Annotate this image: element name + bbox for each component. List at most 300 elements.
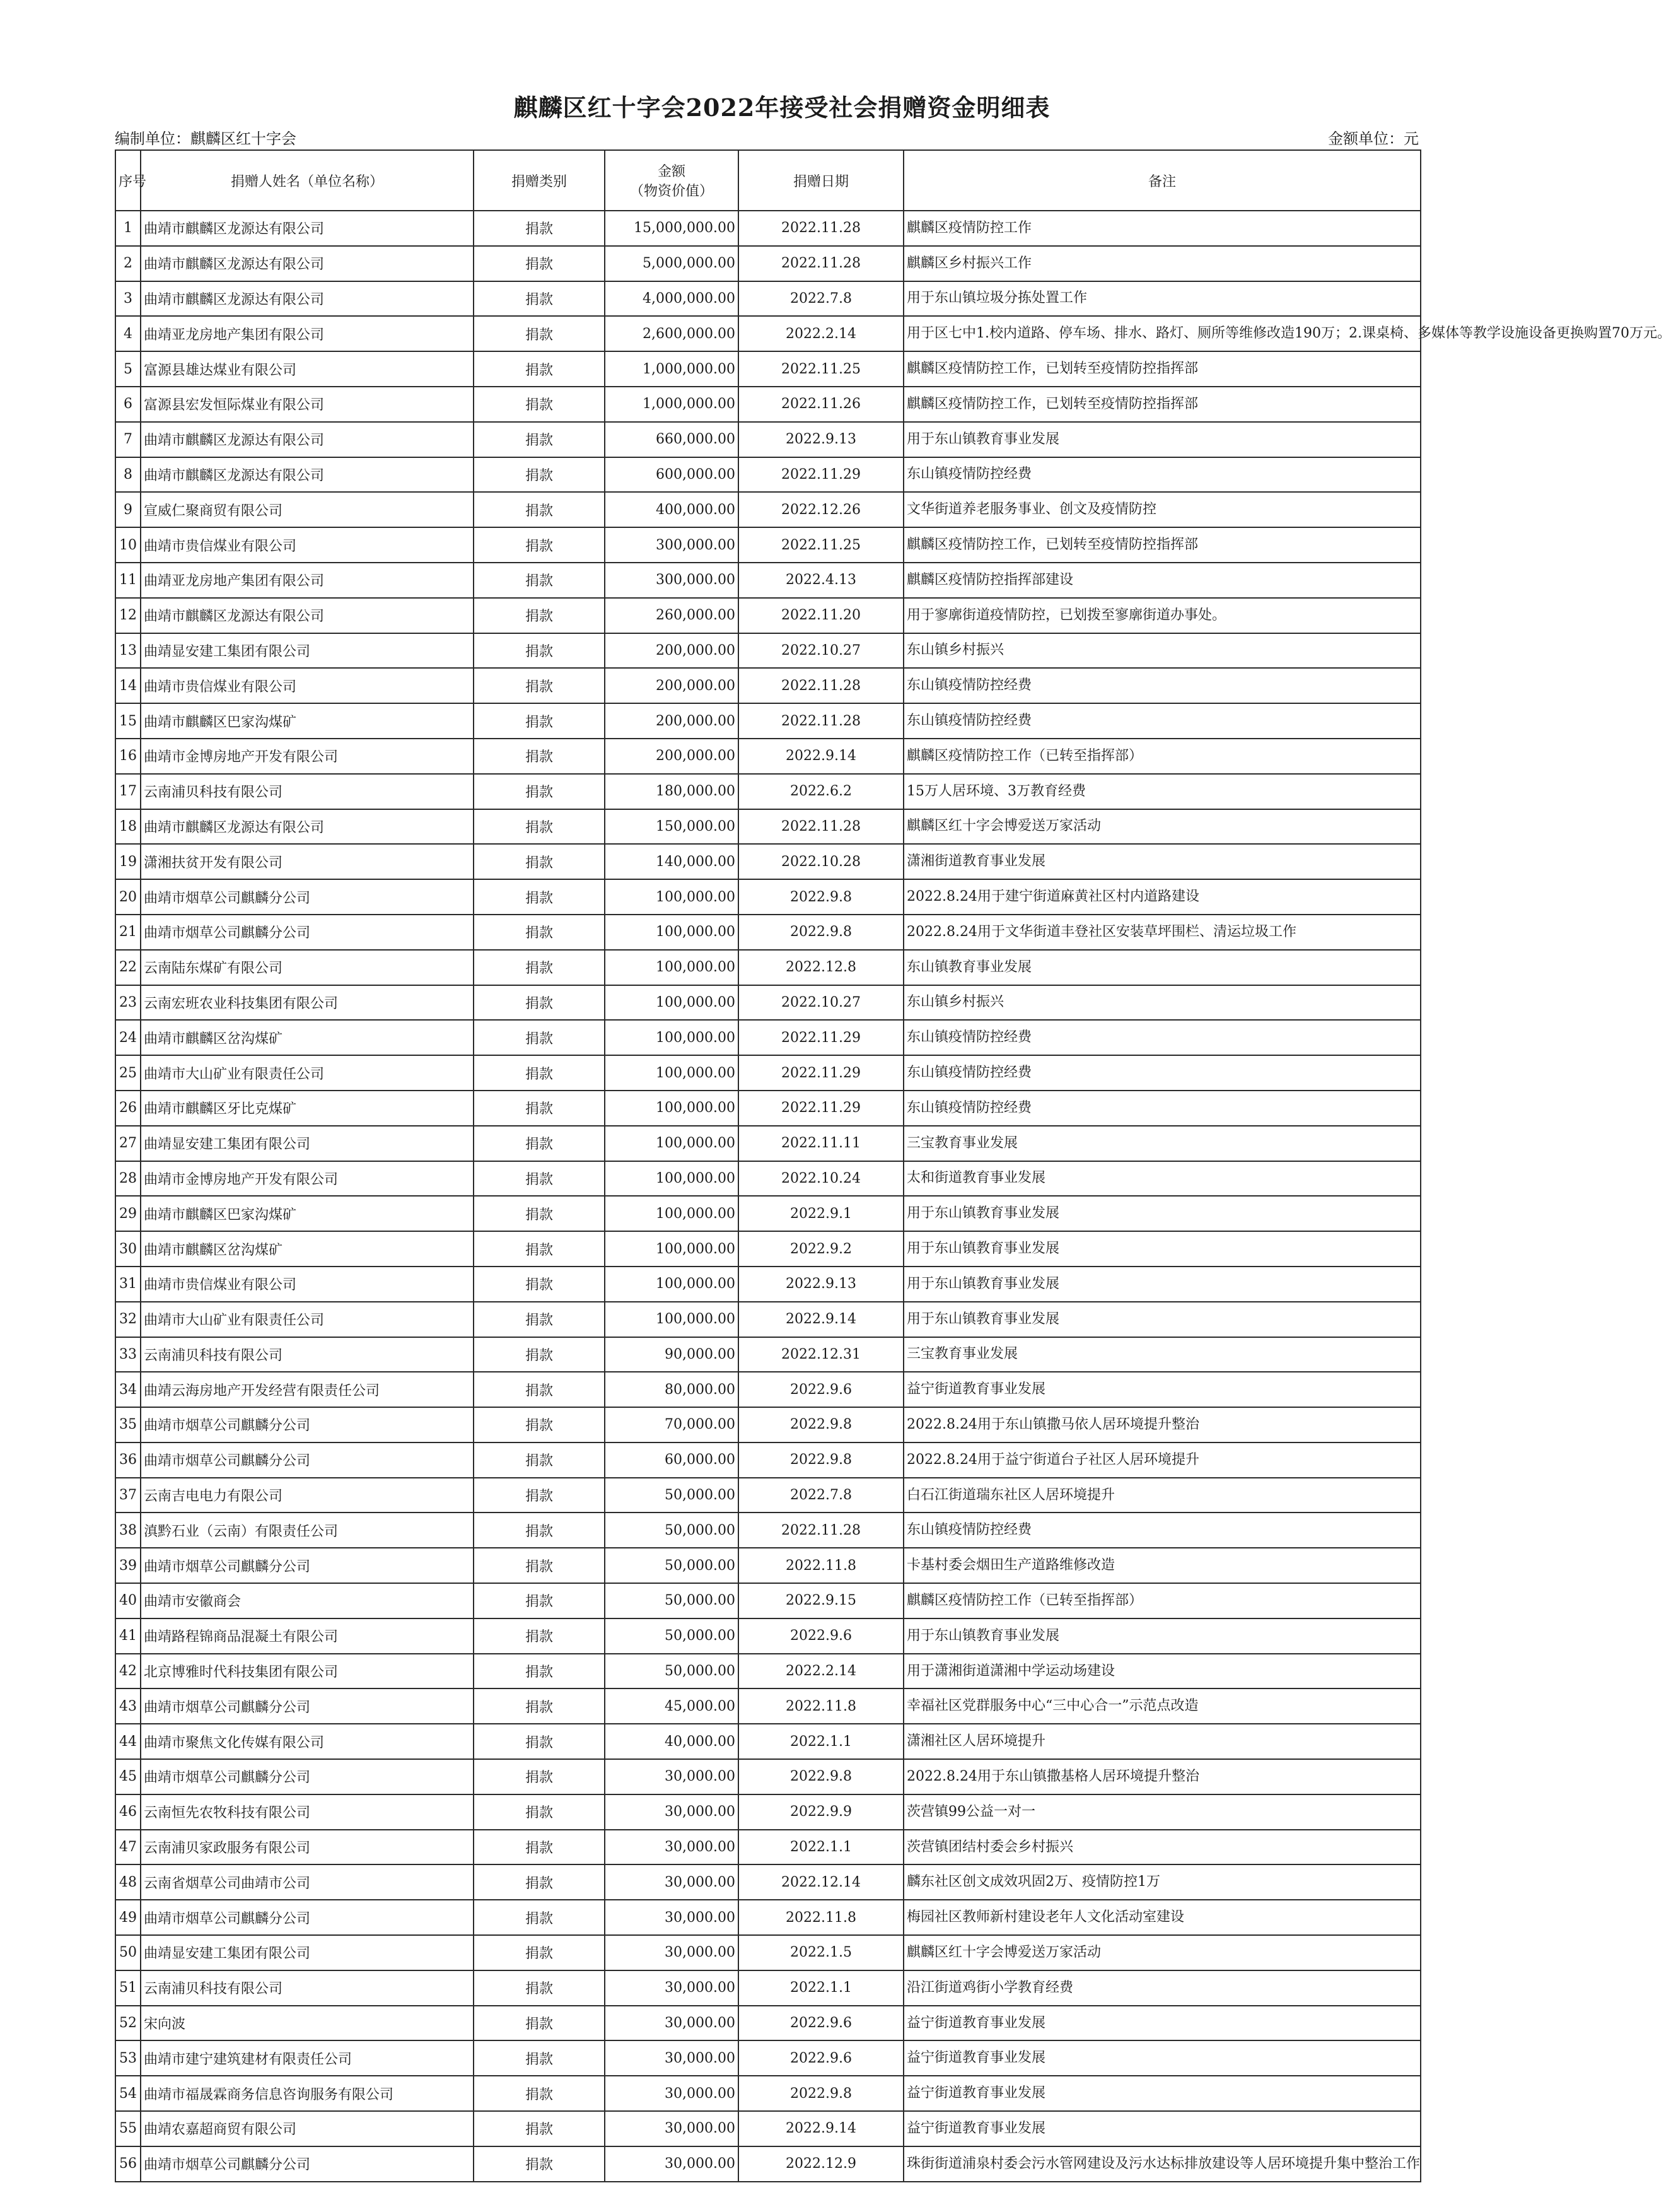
cell-index: 35 xyxy=(115,1407,141,1442)
table-row xyxy=(115,1935,1421,1970)
cell-amount: 30,000.00 xyxy=(605,1970,738,2006)
cell-donor-name: 曲靖市麒麟区岔沟煤矿 xyxy=(141,1231,474,1267)
cell-note: 麒麟区红十字会博爱送万家活动 xyxy=(904,1935,1421,1970)
cell-donor-name: 曲靖市烟草公司麒麟分公司 xyxy=(141,1759,474,1794)
cell-amount: 50,000.00 xyxy=(605,1548,738,1583)
table-row xyxy=(115,809,1421,845)
cell-date: 2022.9.8 xyxy=(738,2076,904,2111)
table-row xyxy=(115,527,1421,563)
cell-index: 5 xyxy=(115,351,141,387)
table-row xyxy=(115,2146,1421,2182)
cell-amount: 90,000.00 xyxy=(605,1337,738,1372)
cell-index: 48 xyxy=(115,1864,141,1900)
cell-note: 东山镇疫情防控经费 xyxy=(904,668,1421,703)
cell-donor-name: 曲靖市麒麟区岔沟煤矿 xyxy=(141,1020,474,1055)
header-note: 备注 xyxy=(904,150,1421,211)
cell-date: 2022.11.29 xyxy=(738,1020,904,1055)
cell-index: 22 xyxy=(115,950,141,985)
cell-note: 东山镇教育事业发展 xyxy=(904,950,1421,985)
cell-index: 13 xyxy=(115,633,141,669)
table-row xyxy=(115,1583,1421,1618)
cell-note: 用于东山镇教育事业发展 xyxy=(904,1196,1421,1231)
cell-date: 2022.11.28 xyxy=(738,211,904,246)
cell-donor-name: 曲靖市麒麟区龙源达有限公司 xyxy=(141,809,474,845)
cell-donor-name: 曲靖市建宁建筑建材有限责任公司 xyxy=(141,2040,474,2076)
cell-date: 2022.12.26 xyxy=(738,492,904,527)
cell-index: 27 xyxy=(115,1126,141,1161)
cell-donor-name: 曲靖市安徽商会 xyxy=(141,1583,474,1618)
cell-date: 2022.9.14 xyxy=(738,739,904,774)
table-row xyxy=(115,985,1421,1021)
cell-donation-type: 捐款 xyxy=(474,1231,605,1267)
cell-amount: 100,000.00 xyxy=(605,915,738,950)
cell-date: 2022.11.8 xyxy=(738,1688,904,1724)
cell-donor-name: 曲靖显安建工集团有限公司 xyxy=(141,633,474,669)
cell-note: 2022.8.24用于东山镇撒马依人居环境提升整治 xyxy=(904,1407,1421,1442)
cell-date: 2022.1.1 xyxy=(738,1830,904,1865)
cell-donor-name: 曲靖市大山矿业有限责任公司 xyxy=(141,1055,474,1091)
cell-donation-type: 捐款 xyxy=(474,1654,605,1689)
cell-donation-type: 捐款 xyxy=(474,774,605,809)
cell-index: 50 xyxy=(115,1935,141,1970)
cell-date: 2022.2.14 xyxy=(738,316,904,351)
table-row xyxy=(115,1091,1421,1126)
table-row xyxy=(115,2076,1421,2111)
cell-amount: 80,000.00 xyxy=(605,1372,738,1407)
table-row xyxy=(115,879,1421,915)
cell-note: 用于东山镇教育事业发展 xyxy=(904,1302,1421,1337)
cell-note: 梅园社区教师新村建设老年人文化活动室建设 xyxy=(904,1900,1421,1935)
cell-note: 用于潇湘街道潇湘中学运动场建设 xyxy=(904,1654,1421,1689)
cell-index: 16 xyxy=(115,739,141,774)
cell-note: 潇湘社区人居环境提升 xyxy=(904,1724,1421,1759)
cell-date: 2022.11.29 xyxy=(738,457,904,493)
cell-note: 潇湘街道教育事业发展 xyxy=(904,844,1421,879)
cell-note: 三宝教育事业发展 xyxy=(904,1337,1421,1372)
cell-donor-name: 曲靖市麒麟区巴家沟煤矿 xyxy=(141,1196,474,1231)
cell-date: 2022.9.14 xyxy=(738,1302,904,1337)
cell-index: 7 xyxy=(115,422,141,457)
table-row xyxy=(115,1513,1421,1548)
cell-index: 21 xyxy=(115,915,141,950)
cell-date: 2022.11.20 xyxy=(738,598,904,633)
table-row xyxy=(115,457,1421,493)
cell-note: 东山镇疫情防控经费 xyxy=(904,457,1421,493)
table-row xyxy=(115,316,1421,351)
cell-date: 2022.11.29 xyxy=(738,1055,904,1091)
cell-donation-type: 捐款 xyxy=(474,1724,605,1759)
table-row xyxy=(115,492,1421,527)
cell-index: 52 xyxy=(115,2006,141,2041)
cell-date: 2022.11.25 xyxy=(738,351,904,387)
cell-amount: 600,000.00 xyxy=(605,457,738,493)
cell-donor-name: 曲靖亚龙房地产集团有限公司 xyxy=(141,563,474,598)
cell-note: 用于东山镇垃圾分拣处置工作 xyxy=(904,281,1421,317)
cell-donor-name: 云南省烟草公司曲靖市公司 xyxy=(141,1864,474,1900)
cell-index: 20 xyxy=(115,879,141,915)
cell-amount: 100,000.00 xyxy=(605,1020,738,1055)
table-row xyxy=(115,1407,1421,1442)
cell-date: 2022.9.6 xyxy=(738,1618,904,1654)
cell-donor-name: 曲靖市聚焦文化传媒有限公司 xyxy=(141,1724,474,1759)
cell-index: 38 xyxy=(115,1513,141,1548)
cell-donation-type: 捐款 xyxy=(474,1759,605,1794)
cell-donation-type: 捐款 xyxy=(474,563,605,598)
cell-donation-type: 捐款 xyxy=(474,1302,605,1337)
cell-amount: 5,000,000.00 xyxy=(605,246,738,281)
cell-amount: 1,000,000.00 xyxy=(605,387,738,422)
table-row xyxy=(115,422,1421,457)
cell-index: 2 xyxy=(115,246,141,281)
cell-index: 47 xyxy=(115,1830,141,1865)
table-row xyxy=(115,1302,1421,1337)
cell-donor-name: 曲靖市烟草公司麒麟分公司 xyxy=(141,1900,474,1935)
cell-donation-type: 捐款 xyxy=(474,2111,605,2146)
cell-index: 15 xyxy=(115,703,141,739)
cell-amount: 30,000.00 xyxy=(605,1935,738,1970)
table-row xyxy=(115,1478,1421,1513)
cell-index: 3 xyxy=(115,281,141,317)
cell-donation-type: 捐款 xyxy=(474,985,605,1021)
cell-donor-name: 曲靖市麒麟区巴家沟煤矿 xyxy=(141,703,474,739)
table-row xyxy=(115,1548,1421,1583)
cell-note: 东山镇疫情防控经费 xyxy=(904,703,1421,739)
cell-note: 麒麟区疫情防控工作（已转至指挥部） xyxy=(904,739,1421,774)
cell-index: 30 xyxy=(115,1231,141,1267)
cell-note: 茨营镇团结村委会乡村振兴 xyxy=(904,1830,1421,1865)
cell-donor-name: 曲靖市烟草公司麒麟分公司 xyxy=(141,879,474,915)
cell-donor-name: 曲靖市大山矿业有限责任公司 xyxy=(141,1302,474,1337)
cell-donor-name: 曲靖市麒麟区龙源达有限公司 xyxy=(141,281,474,317)
cell-date: 2022.11.11 xyxy=(738,1126,904,1161)
cell-amount: 30,000.00 xyxy=(605,1830,738,1865)
cell-amount: 30,000.00 xyxy=(605,1794,738,1830)
cell-amount: 30,000.00 xyxy=(605,2146,738,2182)
cell-donation-type: 捐款 xyxy=(474,422,605,457)
cell-donor-name: 滇黔石业（云南）有限责任公司 xyxy=(141,1513,474,1548)
amount-unit: 金额单位：元 xyxy=(1328,130,1419,148)
cell-donor-name: 曲靖市烟草公司麒麟分公司 xyxy=(141,1688,474,1724)
cell-date: 2022.9.2 xyxy=(738,1231,904,1267)
cell-index: 53 xyxy=(115,2040,141,2076)
cell-date: 2022.9.15 xyxy=(738,1583,904,1618)
document-title: 麒麟区红十字会2022年接受社会捐赠资金明细表 xyxy=(513,93,1051,122)
table-row xyxy=(115,1161,1421,1197)
table-row xyxy=(115,844,1421,879)
cell-note: 麒麟区疫情防控工作，已划转至疫情防控指挥部 xyxy=(904,351,1421,387)
header-donation-type: 捐赠类别 xyxy=(474,150,605,211)
cell-note: 2022.8.24用于文华街道丰登社区安装草坪围栏、清运垃圾工作 xyxy=(904,915,1421,950)
cell-index: 39 xyxy=(115,1548,141,1583)
cell-amount: 100,000.00 xyxy=(605,950,738,985)
cell-donation-type: 捐款 xyxy=(474,1548,605,1583)
table-body xyxy=(115,211,1671,2182)
cell-donation-type: 捐款 xyxy=(474,950,605,985)
cell-donor-name: 曲靖市麒麟区龙源达有限公司 xyxy=(141,457,474,493)
cell-index: 33 xyxy=(115,1337,141,1372)
cell-date: 2022.12.14 xyxy=(738,1864,904,1900)
cell-note: 卡基村委会烟田生产道路维修改造 xyxy=(904,1548,1421,1583)
cell-amount: 150,000.00 xyxy=(605,809,738,845)
cell-index: 24 xyxy=(115,1020,141,1055)
cell-date: 2022.11.28 xyxy=(738,703,904,739)
cell-index: 19 xyxy=(115,844,141,879)
cell-donor-name: 曲靖农嘉超商贸有限公司 xyxy=(141,2111,474,2146)
cell-index: 1 xyxy=(115,211,141,246)
cell-date: 2022.10.24 xyxy=(738,1161,904,1197)
table-row xyxy=(115,1196,1421,1231)
cell-amount: 4,000,000.00 xyxy=(605,281,738,317)
cell-donation-type: 捐款 xyxy=(474,1935,605,1970)
cell-donation-type: 捐款 xyxy=(474,2006,605,2041)
cell-amount: 50,000.00 xyxy=(605,1513,738,1548)
cell-donation-type: 捐款 xyxy=(474,527,605,563)
cell-note: 东山镇疫情防控经费 xyxy=(904,1513,1421,1548)
cell-index: 28 xyxy=(115,1161,141,1197)
cell-donor-name: 潇湘扶贫开发有限公司 xyxy=(141,844,474,879)
cell-donor-name: 曲靖亚龙房地产集团有限公司 xyxy=(141,316,474,351)
cell-donation-type: 捐款 xyxy=(474,2040,605,2076)
cell-note: 麟东社区创文成效巩固2万、疫情防控1万 xyxy=(904,1864,1421,1900)
cell-donation-type: 捐款 xyxy=(474,809,605,845)
cell-date: 2022.1.5 xyxy=(738,1935,904,1970)
cell-donation-type: 捐款 xyxy=(474,1337,605,1372)
cell-amount: 100,000.00 xyxy=(605,879,738,915)
cell-amount: 30,000.00 xyxy=(605,2006,738,2041)
table-row xyxy=(115,915,1421,950)
cell-note: 用于东山镇教育事业发展 xyxy=(904,1267,1421,1302)
table-row xyxy=(115,2111,1421,2146)
table-row xyxy=(115,387,1421,422)
cell-index: 17 xyxy=(115,774,141,809)
cell-amount: 100,000.00 xyxy=(605,1196,738,1231)
cell-donation-type: 捐款 xyxy=(474,492,605,527)
table-row xyxy=(115,739,1421,774)
cell-amount: 300,000.00 xyxy=(605,563,738,598)
cell-donor-name: 曲靖市麒麟区龙源达有限公司 xyxy=(141,598,474,633)
table-row xyxy=(115,2040,1421,2076)
cell-donor-name: 曲靖市烟草公司麒麟分公司 xyxy=(141,1407,474,1442)
cell-donation-type: 捐款 xyxy=(474,1583,605,1618)
cell-donation-type: 捐款 xyxy=(474,387,605,422)
cell-donor-name: 云南陆东煤矿有限公司 xyxy=(141,950,474,985)
cell-note: 用于东山镇教育事业发展 xyxy=(904,1618,1421,1654)
cell-note: 东山镇疫情防控经费 xyxy=(904,1055,1421,1091)
cell-amount: 100,000.00 xyxy=(605,1161,738,1197)
cell-amount: 100,000.00 xyxy=(605,1231,738,1267)
cell-amount: 100,000.00 xyxy=(605,1126,738,1161)
cell-date: 2022.11.26 xyxy=(738,387,904,422)
cell-donation-type: 捐款 xyxy=(474,316,605,351)
cell-amount: 100,000.00 xyxy=(605,1055,738,1091)
cell-index: 8 xyxy=(115,457,141,493)
cell-note: 东山镇疫情防控经费 xyxy=(904,1091,1421,1126)
cell-donation-type: 捐款 xyxy=(474,1442,605,1478)
cell-donor-name: 云南浦贝科技有限公司 xyxy=(141,1337,474,1372)
cell-note: 益宁街道教育事业发展 xyxy=(904,1372,1421,1407)
cell-note: 2022.8.24用于益宁街道台子社区人居环境提升 xyxy=(904,1442,1421,1478)
cell-amount: 100,000.00 xyxy=(605,1091,738,1126)
cell-amount: 100,000.00 xyxy=(605,1267,738,1302)
cell-amount: 45,000.00 xyxy=(605,1688,738,1724)
cell-amount: 60,000.00 xyxy=(605,1442,738,1478)
cell-date: 2022.9.1 xyxy=(738,1196,904,1231)
table-row xyxy=(115,2006,1421,2041)
cell-date: 2022.7.8 xyxy=(738,281,904,317)
cell-date: 2022.9.13 xyxy=(738,1267,904,1302)
table-row xyxy=(115,1654,1421,1689)
cell-note: 麒麟区疫情防控工作（已转至指挥部） xyxy=(904,1583,1421,1618)
cell-donor-name: 曲靖显安建工集团有限公司 xyxy=(141,1935,474,1970)
cell-donation-type: 捐款 xyxy=(474,844,605,879)
cell-donation-type: 捐款 xyxy=(474,739,605,774)
cell-note: 沿江街道鸡街小学教育经费 xyxy=(904,1970,1421,2006)
cell-amount: 200,000.00 xyxy=(605,633,738,669)
table-row xyxy=(115,1970,1421,2006)
cell-amount: 200,000.00 xyxy=(605,703,738,739)
cell-index: 46 xyxy=(115,1794,141,1830)
table-row xyxy=(115,1020,1421,1055)
cell-amount: 30,000.00 xyxy=(605,1900,738,1935)
cell-donor-name: 曲靖市贵信煤业有限公司 xyxy=(141,668,474,703)
cell-note: 益宁街道教育事业发展 xyxy=(904,2006,1421,2041)
cell-donation-type: 捐款 xyxy=(474,598,605,633)
cell-donor-name: 曲靖市烟草公司麒麟分公司 xyxy=(141,915,474,950)
cell-donation-type: 捐款 xyxy=(474,457,605,493)
cell-donor-name: 云南宏班农业科技集团有限公司 xyxy=(141,985,474,1021)
cell-note: 用于区七中1.校内道路、停车场、排水、路灯、厕所等维修改造190万；2.课桌椅、多媒体等教学设施设备更换购置70万元。 xyxy=(904,316,1421,351)
cell-note: 益宁街道教育事业发展 xyxy=(904,2040,1421,2076)
cell-amount: 100,000.00 xyxy=(605,985,738,1021)
cell-index: 34 xyxy=(115,1372,141,1407)
cell-index: 12 xyxy=(115,598,141,633)
table-row xyxy=(115,1126,1421,1161)
cell-note: 益宁街道教育事业发展 xyxy=(904,2111,1421,2146)
cell-donation-type: 捐款 xyxy=(474,211,605,246)
cell-note: 东山镇疫情防控经费 xyxy=(904,1020,1421,1055)
header-amount-line1: 金额 xyxy=(657,164,685,180)
cell-note: 东山镇乡村振兴 xyxy=(904,985,1421,1021)
cell-index: 23 xyxy=(115,985,141,1021)
cell-amount: 50,000.00 xyxy=(605,1654,738,1689)
cell-amount: 400,000.00 xyxy=(605,492,738,527)
cell-note: 珠街街道浦泉村委会污水管网建设及污水达标排放建设等人居环境提升集中整治工作 xyxy=(904,2146,1421,2182)
cell-donation-type: 捐款 xyxy=(474,1126,605,1161)
table-row xyxy=(115,1442,1421,1478)
table-row xyxy=(115,351,1421,387)
table-row xyxy=(115,281,1421,317)
cell-amount: 2,600,000.00 xyxy=(605,316,738,351)
cell-index: 56 xyxy=(115,2146,141,2182)
cell-index: 43 xyxy=(115,1688,141,1724)
header-donor-name: 捐赠人姓名（单位名称） xyxy=(141,150,474,211)
cell-note: 茨营镇99公益一对一 xyxy=(904,1794,1421,1830)
cell-amount: 50,000.00 xyxy=(605,1478,738,1513)
cell-date: 2022.1.1 xyxy=(738,1970,904,2006)
cell-index: 54 xyxy=(115,2076,141,2111)
cell-amount: 300,000.00 xyxy=(605,527,738,563)
cell-note: 幸福社区党群服务中心“三中心合一”示范点改造 xyxy=(904,1688,1421,1724)
cell-date: 2022.11.8 xyxy=(738,1548,904,1583)
cell-donor-name: 曲靖市金博房地产开发有限公司 xyxy=(141,1161,474,1197)
cell-index: 9 xyxy=(115,492,141,527)
donation-table xyxy=(115,149,1671,2182)
cell-donation-type: 捐款 xyxy=(474,351,605,387)
cell-donor-name: 云南吉电电力有限公司 xyxy=(141,1478,474,1513)
cell-note: 益宁街道教育事业发展 xyxy=(904,2076,1421,2111)
cell-amount: 100,000.00 xyxy=(605,1302,738,1337)
cell-donation-type: 捐款 xyxy=(474,2146,605,2182)
table-row xyxy=(115,1900,1421,1935)
table-row xyxy=(115,1618,1421,1654)
cell-donor-name: 曲靖市贵信煤业有限公司 xyxy=(141,527,474,563)
cell-index: 40 xyxy=(115,1583,141,1618)
cell-index: 29 xyxy=(115,1196,141,1231)
cell-donor-name: 云南浦贝科技有限公司 xyxy=(141,774,474,809)
header-date: 捐赠日期 xyxy=(738,150,904,211)
cell-index: 37 xyxy=(115,1478,141,1513)
cell-index: 42 xyxy=(115,1654,141,1689)
cell-amount: 40,000.00 xyxy=(605,1724,738,1759)
table-row xyxy=(115,1231,1421,1267)
cell-donor-name: 曲靖市烟草公司麒麟分公司 xyxy=(141,1548,474,1583)
table-row xyxy=(115,1337,1421,1372)
cell-date: 2022.1.1 xyxy=(738,1724,904,1759)
cell-date: 2022.9.6 xyxy=(738,2006,904,2041)
header-amount xyxy=(605,150,738,211)
cell-date: 2022.9.8 xyxy=(738,879,904,915)
cell-note: 用于东山镇教育事业发展 xyxy=(904,422,1421,457)
table-row xyxy=(115,1794,1421,1830)
cell-amount: 660,000.00 xyxy=(605,422,738,457)
cell-date: 2022.9.8 xyxy=(738,1442,904,1478)
header-amount-line2: （物资价值） xyxy=(629,184,713,199)
compiling-unit: 编制单位：麒麟区红十字会 xyxy=(115,130,296,148)
cell-index: 32 xyxy=(115,1302,141,1337)
cell-index: 14 xyxy=(115,668,141,703)
cell-note: 15万人居环境、3万教育经费 xyxy=(904,774,1421,809)
cell-date: 2022.2.14 xyxy=(738,1654,904,1689)
cell-date: 2022.12.9 xyxy=(738,2146,904,2182)
cell-note: 用于寥廓街道疫情防控，已划拨至寥廓街道办事处。 xyxy=(904,598,1421,633)
cell-donor-name: 富源县宏发恒际煤业有限公司 xyxy=(141,387,474,422)
cell-donation-type: 捐款 xyxy=(474,1055,605,1091)
cell-index: 55 xyxy=(115,2111,141,2146)
cell-index: 41 xyxy=(115,1618,141,1654)
cell-donation-type: 捐款 xyxy=(474,915,605,950)
cell-index: 45 xyxy=(115,1759,141,1794)
cell-amount: 30,000.00 xyxy=(605,1759,738,1794)
cell-index: 51 xyxy=(115,1970,141,2006)
cell-note: 麒麟区乡村振兴工作 xyxy=(904,246,1421,281)
cell-donor-name: 曲靖市金博房地产开发有限公司 xyxy=(141,739,474,774)
cell-donation-type: 捐款 xyxy=(474,1900,605,1935)
cell-donation-type: 捐款 xyxy=(474,879,605,915)
cell-donor-name: 云南浦贝科技有限公司 xyxy=(141,1970,474,2006)
table-row xyxy=(115,774,1421,809)
cell-donor-name: 云南恒先农牧科技有限公司 xyxy=(141,1794,474,1830)
table-row xyxy=(115,1372,1421,1407)
cell-amount: 30,000.00 xyxy=(605,2076,738,2111)
cell-date: 2022.10.28 xyxy=(738,844,904,879)
table-row xyxy=(115,1267,1421,1302)
cell-donation-type: 捐款 xyxy=(474,668,605,703)
cell-donation-type: 捐款 xyxy=(474,2076,605,2111)
cell-donor-name: 曲靖市烟草公司麒麟分公司 xyxy=(141,2146,474,2182)
cell-index: 18 xyxy=(115,809,141,845)
table-row xyxy=(115,950,1421,985)
cell-donor-name: 曲靖市贵信煤业有限公司 xyxy=(141,1267,474,1302)
